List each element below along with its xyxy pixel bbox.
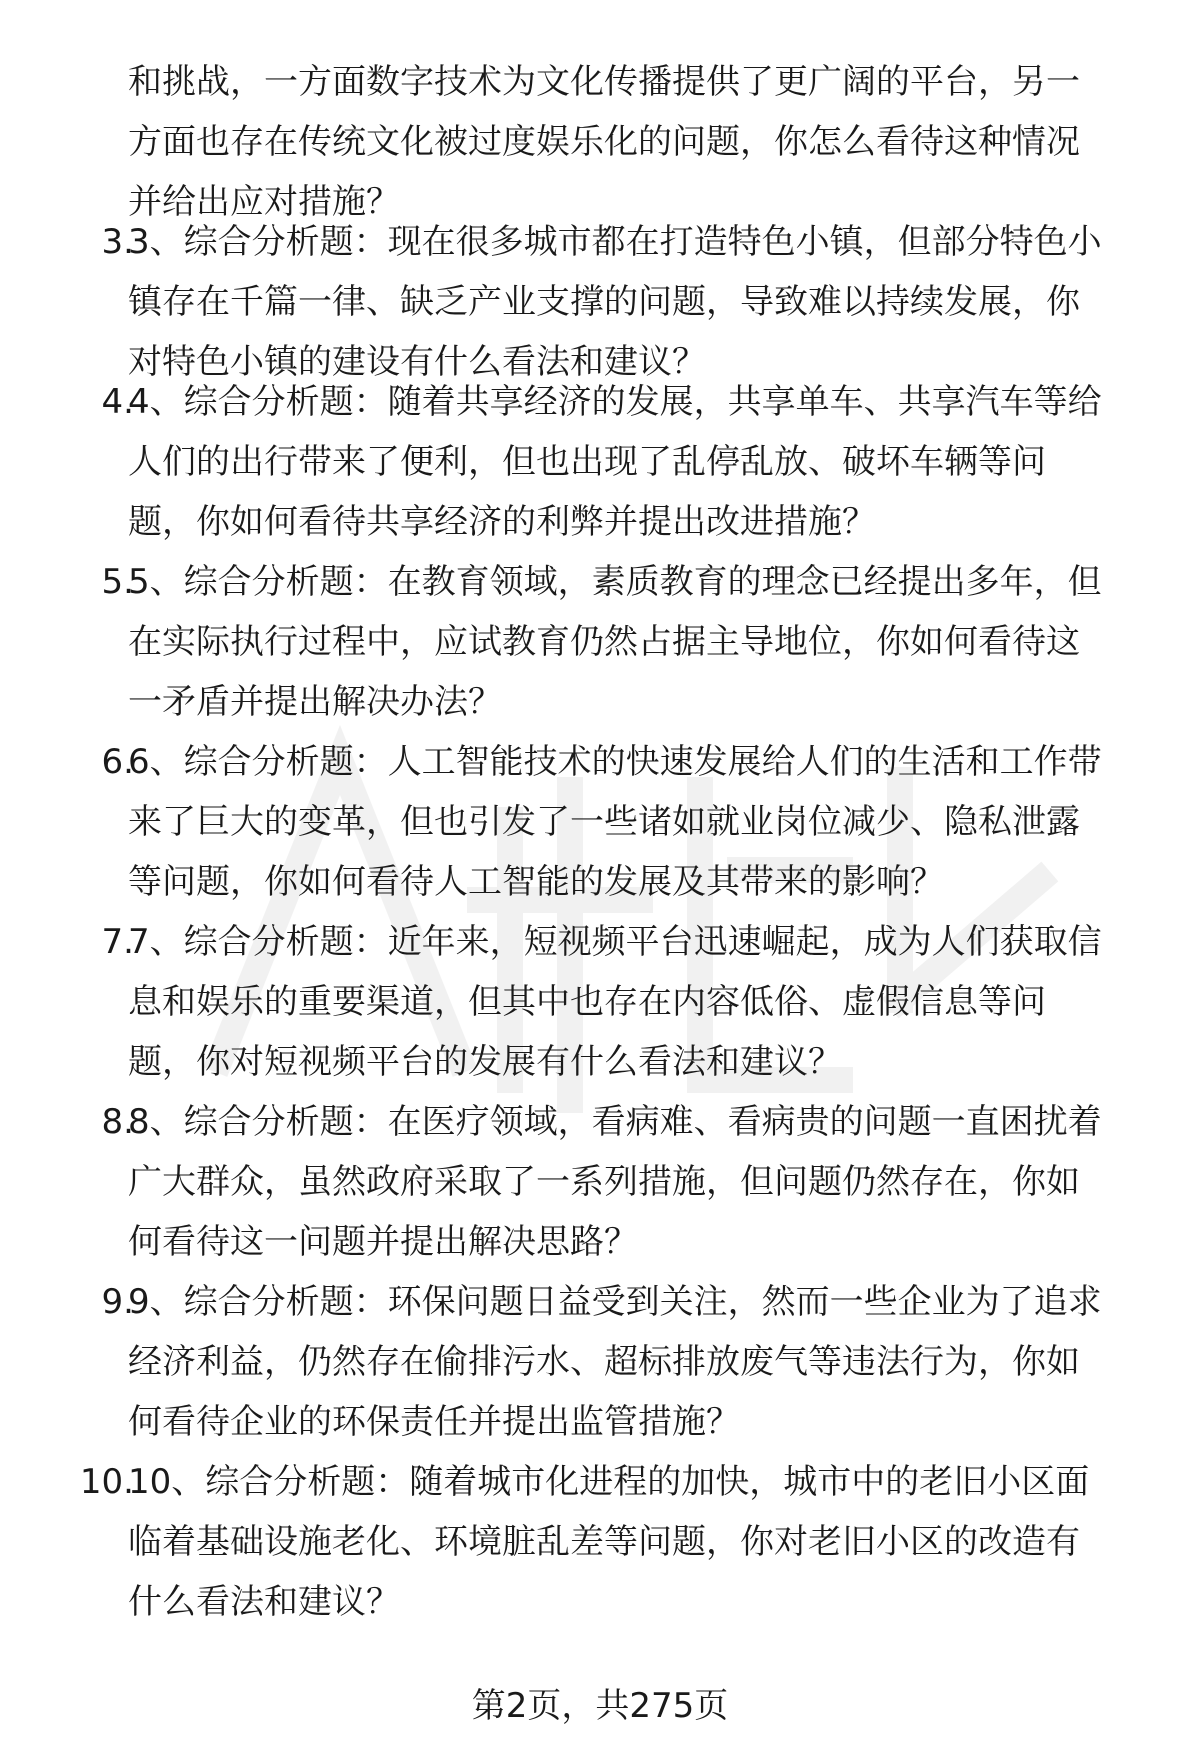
- question-line: 经济利益，仍然存在偷排污水、超标排放废气等违法行为，你如: [128, 1342, 1080, 1382]
- question-line: 6、综合分析题：人工智能技术的快速发展给人们的生活和工作带: [128, 742, 1102, 782]
- question-line: 息和娱乐的重要渠道，但其中也存在内容低俗、虚假信息等问: [128, 982, 1046, 1022]
- page-indicator: 第2页，共275页: [471, 1686, 729, 1726]
- question-line: 等问题，你如何看待人工智能的发展及其带来的影响？: [128, 862, 944, 902]
- question-line: 在实际执行过程中，应试教育仍然占据主导地位，你如何看待这: [128, 622, 1080, 662]
- question-number: 8.: [101, 1102, 134, 1142]
- question-number: 6.: [101, 742, 134, 782]
- continuation-line: 和挑战，一方面数字技术为文化传播提供了更广阔的平台，另一: [128, 62, 1080, 102]
- question-line: 何看待这一问题并提出解决思路？: [128, 1222, 638, 1262]
- question-number: 9.: [101, 1282, 134, 1322]
- question-line: 广大群众，虽然政府采取了一系列措施，但问题仍然存在，你如: [128, 1162, 1080, 1202]
- question-line: 9、综合分析题：环保问题日益受到关注，然而一些企业为了追求: [128, 1282, 1102, 1322]
- question-line: 临着基础设施老化、环境脏乱差等问题，你对老旧小区的改造有: [128, 1522, 1080, 1562]
- question-line: 7、综合分析题：近年来，短视频平台迅速崛起，成为人们获取信: [128, 922, 1102, 962]
- question-line: 什么看法和建议？: [128, 1582, 400, 1622]
- question-line: 人们的出行带来了便利，但也出现了乱停乱放、破坏车辆等问: [128, 442, 1046, 482]
- question-line: 3、综合分析题：现在很多城市都在打造特色小镇，但部分特色小: [128, 222, 1102, 262]
- question-line: 对特色小镇的建设有什么看法和建议？: [128, 342, 706, 382]
- question-number: 7.: [101, 922, 134, 962]
- question-line: 题，你对短视频平台的发展有什么看法和建议？: [128, 1042, 842, 1082]
- question-line: 题，你如何看待共享经济的利弊并提出改进措施？: [128, 502, 876, 542]
- question-number: 10.: [79, 1462, 134, 1502]
- question-line: 10、综合分析题：随着城市化进程的加快，城市中的老旧小区面: [128, 1462, 1090, 1502]
- question-line: 镇存在千篇一律、缺乏产业支撑的问题，导致难以持续发展，你: [128, 282, 1080, 322]
- question-line: 何看待企业的环保责任并提出监管措施？: [128, 1402, 740, 1442]
- question-line: 5、综合分析题：在教育领域，素质教育的理念已经提出多年，但: [128, 562, 1102, 602]
- question-number: 3.: [101, 222, 134, 262]
- question-number: 4.: [101, 382, 134, 422]
- question-number: 5.: [101, 562, 134, 602]
- continuation-line: 方面也存在传统文化被过度娱乐化的问题，你怎么看待这种情况: [128, 122, 1080, 162]
- question-line: 来了巨大的变革，但也引发了一些诸如就业岗位减少、隐私泄露: [128, 802, 1080, 842]
- question-line: 4、综合分析题：随着共享经济的发展，共享单车、共享汽车等给: [128, 382, 1102, 422]
- question-line: 一矛盾并提出解决办法？: [128, 682, 502, 722]
- continuation-line: 并给出应对措施？: [128, 182, 400, 222]
- question-line: 8、综合分析题：在医疗领域，看病难、看病贵的问题一直困扰着: [128, 1102, 1102, 1142]
